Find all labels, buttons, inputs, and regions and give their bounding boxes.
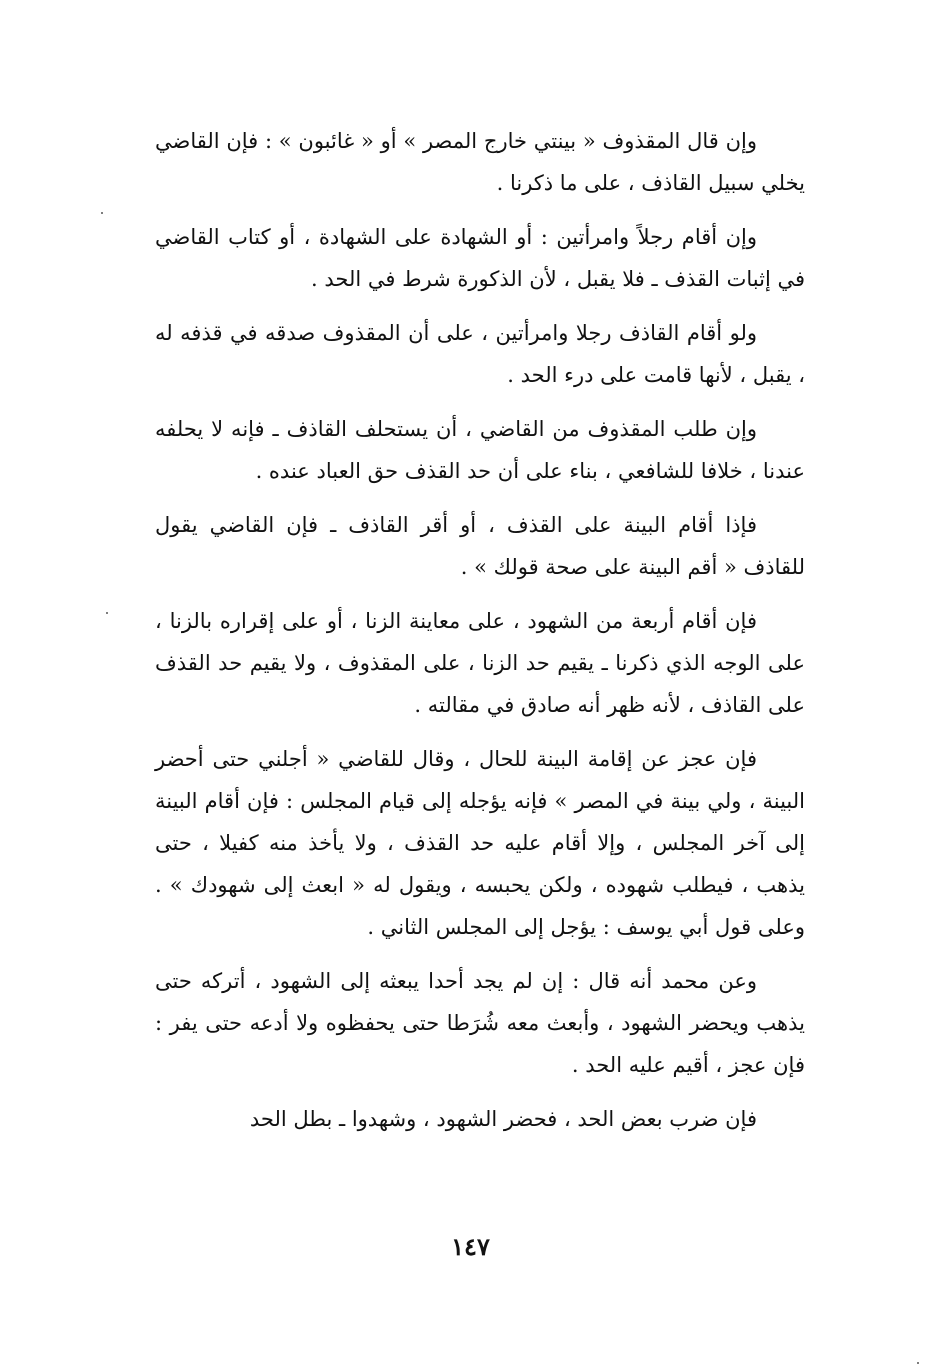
- paragraph-3: ولو أقام القاذف رجلا وامرأتين ، على أن المقذوف صدقه في قذفه له ، يقبل ، لأنها قامت على درء الحد .: [155, 321, 805, 387]
- paragraph-6: فإن أقام أربعة من الشهود ، على معاينة الزنا ، أو على إقراره بالزنا ، على الوجه الذي ذكرنا ـ يقيم حد الزنا ، على المقذوف ، ولا يقيم حد القذف على القاذف ، لأنه ظهر أنه صادق في مقالته .: [155, 609, 805, 717]
- paragraph-1: وإن قال المقذوف « بينتي خارج المصر » أو « غائبون » : فإن القاضي يخلي سبيل القاذف ، على ما ذكرنا .: [155, 129, 805, 195]
- body-text: [155, 120, 805, 1152]
- paragraph-5: فإذا أقام البينة على القذف ، أو أقر القاذف ـ فإن القاضي يقول للقاذف « أقم البينة على صحة قولك » .: [155, 513, 805, 579]
- scan-speck: [101, 212, 103, 214]
- paragraph-9: فإن ضرب بعض الحد ، فحضر الشهود ، وشهدوا ـ بطل الحد: [249, 1107, 757, 1131]
- paragraph-4: وإن طلب المقذوف من القاضي ، أن يستحلف القاذف ـ فإنه لا يحلفه عندنا ، خلافا للشافعي ، بناء على أن حد القذف حق العباد عنده .: [155, 417, 805, 483]
- scan-speck: [917, 1362, 919, 1364]
- page-number: ١٤٧: [451, 1232, 490, 1261]
- paragraph-7: فإن عجز عن إقامة البينة للحال ، وقال للقاضي « أجلني حتى أحضر البينة ، ولي بينة في المصر » فإنه يؤجله إلى قيام المجلس : فإن أقام البينة إلى آخر المجلس ، وإلا أقام عليه حد القذف ، ولا يأخذ منه كفيلا ، حتى يذهب ، فيطلب شهوده ، ولكن يحبسه ، ويقول له « ابعث إلى شهودك » . وعلى قول أبي يوسف : يؤجل إلى المجلس الثاني .: [155, 747, 805, 939]
- paragraph-2: وإن أقام رجلاً وامرأتين : أو الشهادة على الشهادة ، أو كتاب القاضي في إثبات القذف ـ فلا يقبل ، لأن الذكورة شرط في الحد .: [155, 225, 805, 291]
- scan-speck: [106, 612, 108, 614]
- paragraph-8: وعن محمد أنه قال : إن لم يجد أحدا يبعثه إلى الشهود ، أتركه حتى يذهب ويحضر الشهود ، وأبعث معه شُرَطا حتى يحفظوه ولا أدعه حتى يفر : فإن عجز ، أقيم عليه الحد .: [155, 969, 805, 1077]
